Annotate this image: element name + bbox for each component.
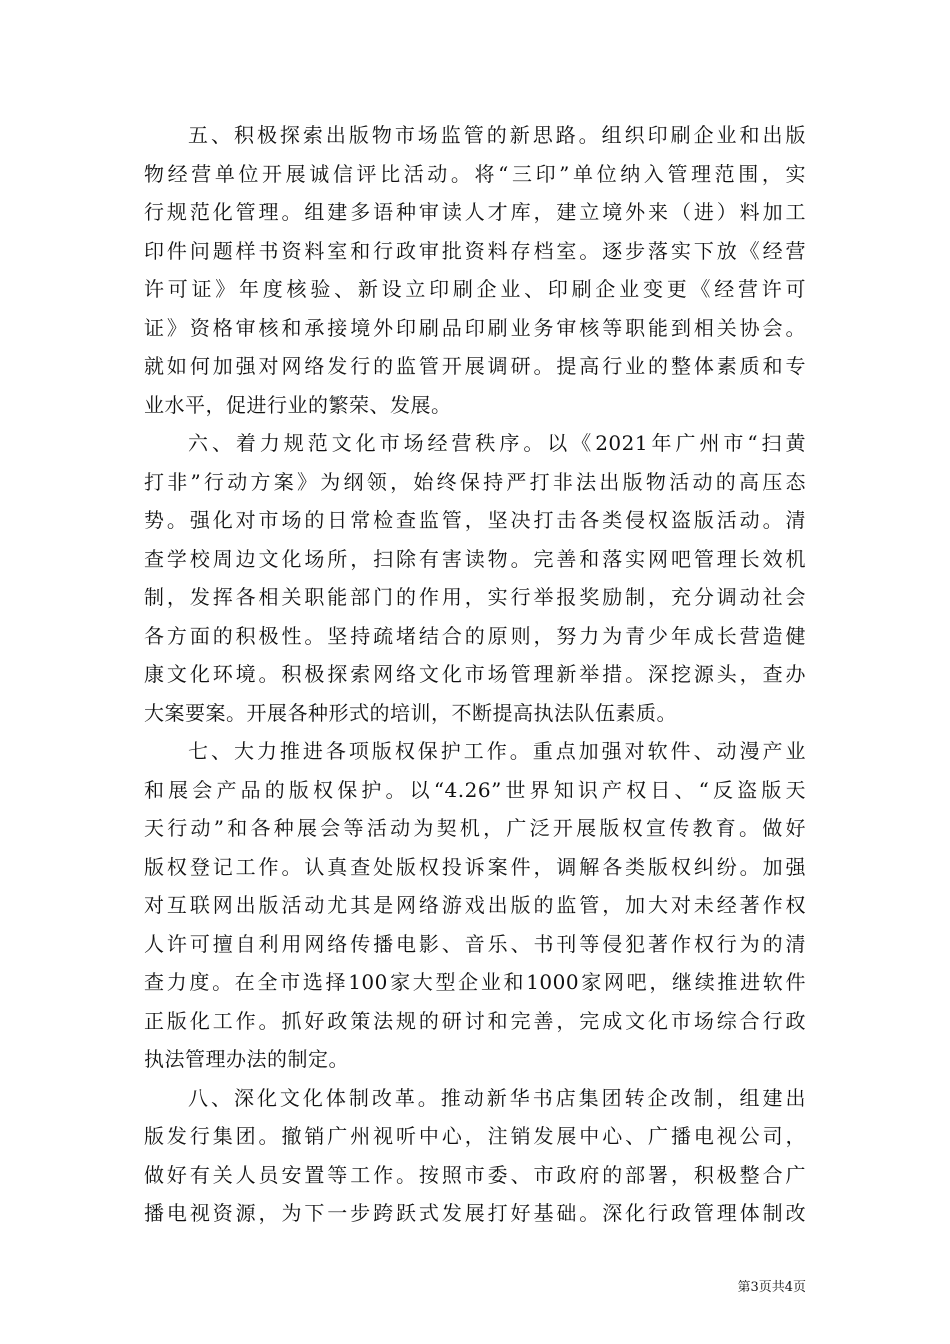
text-line: 印件问题样书资料室和行政审批资料存档室。逐步落实下放《经营 <box>144 238 806 263</box>
text-line: 执法管理办法的制定。 <box>144 1047 349 1071</box>
text-line: 各方面的积极性。坚持疏堵结合的原则，努力为青少年成长营造健 <box>144 623 806 648</box>
text-line: 正版化工作。抓好政策法规的研讨和完善，完成文化市场综合行政 <box>144 1008 806 1033</box>
text-line: 制，发挥各相关职能部门的作用，实行举报奖励制，充分调动社会 <box>144 585 806 609</box>
paragraph-5 <box>144 116 806 424</box>
text-line: 播电视资源，为下一步跨跃式发展打好基础。深化行政管理体制改 <box>144 1201 806 1225</box>
text-line: 六、着力规范文化市场经营秩序。以《2021年广州市“扫黄 <box>188 431 806 455</box>
text-line: 人许可擅自利用网络传播电影、音乐、书刊等侵犯著作权行为的清 <box>144 931 806 956</box>
paragraph-6 <box>144 424 806 732</box>
text-line: 对互联网出版活动尤其是网络游戏出版的监管，加大对未经著作权 <box>144 893 806 917</box>
text-line: 和展会产品的版权保护。以“4.26”世界知识产权日、“反盗版天 <box>144 777 806 802</box>
text-line: 行规范化管理。组建多语种审读人才库，建立境外来（进）料加工 <box>144 200 806 224</box>
text-line: 查学校周边文化场所，扫除有害读物。完善和落实网吧管理长效机 <box>144 546 806 571</box>
text-line: 势。强化对市场的日常检查监管，坚决打击各类侵权盗版活动。清 <box>144 508 806 532</box>
text-line: 证》资格审核和承接境外印刷品印刷业务审核等职能到相关协会。 <box>144 315 806 340</box>
text-line: 天行动”和各种展会等活动为契机，广泛开展版权宣传教育。做好 <box>144 816 806 840</box>
text-line: 七、大力推进各项版权保护工作。重点加强对软件、动漫产业 <box>188 739 806 763</box>
text-line: 版发行集团。撤销广州视听中心，注销发展中心、广播电视公司， <box>144 1124 806 1148</box>
text-line: 大案要案。开展各种形式的培训，不断提高执法队伍素质。 <box>144 700 677 725</box>
page-number-footer: 第3页共4页 <box>737 1280 806 1295</box>
text-line: 八、深化文化体制改革。推动新华书店集团转企改制，组建出 <box>188 1085 806 1110</box>
text-line: 业水平，促进行业的繁荣、发展。 <box>144 392 452 417</box>
text-line: 五、积极探索出版物市场监管的新思路。组织印刷企业和出版 <box>188 123 806 147</box>
paragraph-8 <box>144 1079 806 1233</box>
text-line: 就如何加强对网络发行的监管开展调研。提高行业的整体素质和专 <box>144 354 806 378</box>
text-line: 许可证》年度核验、新设立印刷企业、印刷企业变更《经营许可 <box>144 277 806 301</box>
text-line: 做好有关人员安置等工作。按照市委、市政府的部署，积极整合广 <box>144 1162 806 1187</box>
text-line: 康文化环境。积极探索网络文化市场管理新举措。深挖源头，查办 <box>144 662 806 686</box>
paragraph-7 <box>144 732 806 1079</box>
text-line: 打非”行动方案》为纲领，始终保持严打非法出版物活动的高压态 <box>144 469 806 494</box>
text-line: 版权登记工作。认真查处版权投诉案件，调解各类版权纠纷。加强 <box>144 854 806 879</box>
text-line: 查力度。在全市选择100家大型企业和1000家网吧，继续推进软件 <box>144 970 806 994</box>
document-body <box>144 116 806 1233</box>
text-line: 物经营单位开展诚信评比活动。将“三印”单位纳入管理范围，实 <box>144 161 806 186</box>
